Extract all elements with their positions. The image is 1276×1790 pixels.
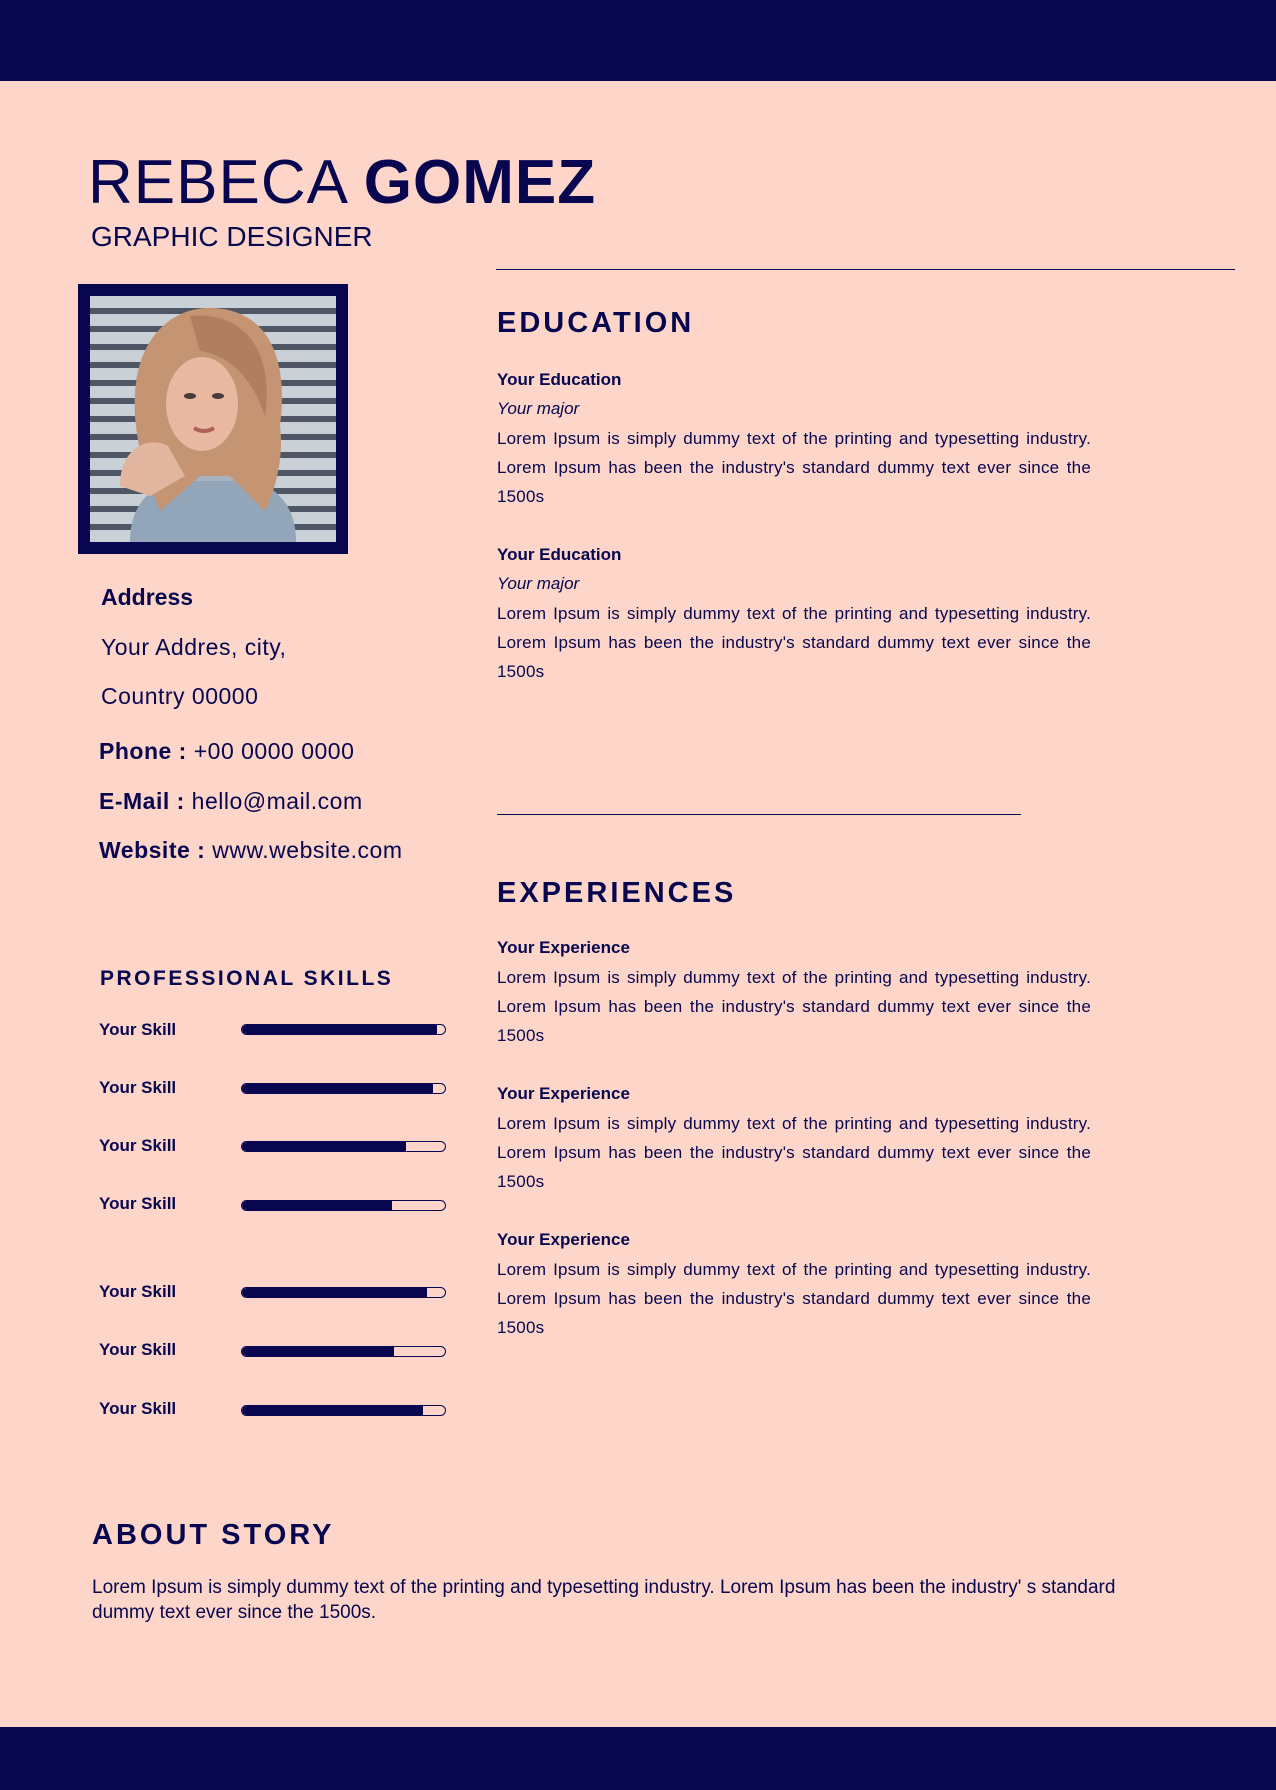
experience-title: Your Experience — [497, 1230, 630, 1249]
education-major: Your major — [497, 399, 580, 418]
skill-bar-fill — [242, 1201, 392, 1210]
education-title: Your Education — [497, 545, 622, 564]
experience-desc: Lorem Ipsum is simply dummy text of the printing and typesetting industry. Lorem Ipsum has been the industry's standard dummy text ever since the 1500s — [497, 1114, 1091, 1191]
skill-bar — [241, 1141, 446, 1152]
first-name: REBECA — [88, 148, 346, 217]
phone-value: +00 0000 0000 — [193, 738, 355, 764]
phone-label: Phone : — [99, 738, 187, 764]
experience-desc: Lorem Ipsum is simply dummy text of the printing and typesetting industry. Lorem Ipsum has been the industry's standard dummy text ever since the 1500s — [497, 1260, 1091, 1337]
education-heading: EDUCATION — [497, 307, 695, 339]
skill-label: Your Skill — [99, 1340, 177, 1359]
job-title: GRAPHIC DESIGNER — [91, 221, 373, 252]
skill-bar-fill — [242, 1347, 394, 1356]
skill-bar — [241, 1200, 446, 1211]
skill-label: Your Skill — [99, 1399, 177, 1418]
skill-bar — [241, 1083, 446, 1094]
skill-bar — [241, 1346, 446, 1357]
website-label: Website : — [99, 837, 206, 863]
skill-bar-fill — [242, 1288, 427, 1297]
education-desc: Lorem Ipsum is simply dummy text of the printing and typesetting industry. Lorem Ipsum has been the industry's standard dummy text ever since the 1500s — [497, 604, 1091, 681]
section-divider — [497, 814, 1021, 815]
skill-label: Your Skill — [99, 1282, 177, 1301]
skill-label: Your Skill — [99, 1078, 177, 1097]
skill-bar-fill — [242, 1406, 423, 1415]
experience-title: Your Experience — [497, 1084, 630, 1103]
skill-label: Your Skill — [99, 1194, 177, 1213]
education-major: Your major — [497, 574, 580, 593]
skill-bar — [241, 1287, 446, 1298]
address-label: Address — [101, 584, 194, 610]
experience-desc: Lorem Ipsum is simply dummy text of the printing and typesetting industry. Lorem Ipsum has been the industry's standard dummy text ever since the 1500s — [497, 968, 1091, 1045]
skill-label: Your Skill — [99, 1020, 177, 1039]
skill-bar-fill — [242, 1142, 406, 1151]
photo-frame — [78, 284, 348, 554]
education-title: Your Education — [497, 370, 622, 389]
education-desc: Lorem Ipsum is simply dummy text of the printing and typesetting industry. Lorem Ipsum has been the industry's standard dummy text ever since the 1500s — [497, 429, 1091, 506]
portrait-photo — [90, 296, 336, 542]
email-label: E-Mail : — [99, 788, 185, 814]
address-line-1: Your Addres, city, — [101, 634, 287, 660]
about-heading: ABOUT STORY — [92, 1519, 335, 1551]
experience-title: Your Experience — [497, 938, 630, 957]
phone-row — [99, 738, 354, 765]
skill-bar-fill — [242, 1084, 433, 1093]
top-divider — [496, 269, 1235, 270]
resume-name — [88, 144, 596, 222]
skill-bar — [241, 1024, 446, 1035]
last-name: GOMEZ — [363, 148, 597, 217]
skills-heading: PROFESSIONAL SKILLS — [100, 967, 394, 990]
bottom-banner — [0, 1727, 1276, 1790]
skill-bar — [241, 1405, 446, 1416]
experience-heading: EXPERIENCES — [497, 877, 737, 909]
skill-label: Your Skill — [99, 1136, 177, 1155]
website-row — [99, 837, 403, 864]
email-value: hello@mail.com — [191, 788, 363, 814]
skill-bar-fill — [242, 1025, 437, 1034]
about-text: Lorem Ipsum is simply dummy text of the printing and typesetting industry. Lorem Ipsum has been the industry' s standard dummy text ever since the 1500s. — [92, 1577, 1116, 1623]
website-value: www.website.com — [212, 837, 403, 863]
portrait-icon — [90, 296, 336, 542]
email-row — [99, 788, 363, 815]
address-line-2: Country 00000 — [101, 683, 259, 709]
top-banner — [0, 0, 1276, 81]
